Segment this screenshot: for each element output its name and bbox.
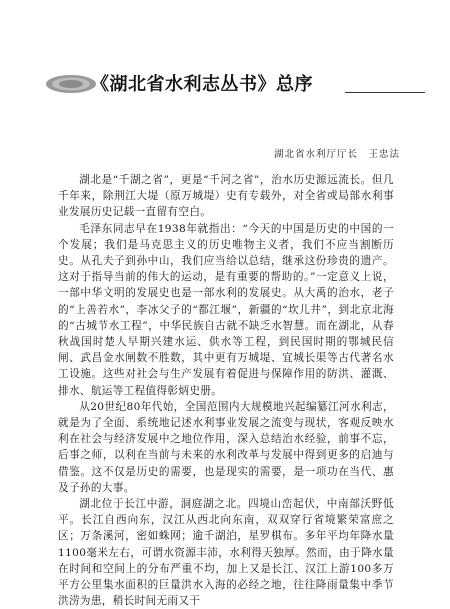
paragraph: 从20世纪80年代始，全国范围内大规模地兴起编纂江河水利志，就是为了全面、系统地记述水利事业发展之流变与现状，客观反映水利在社会与经济发展中之地位作用，深入总结治水经验，前事不忘，后事之师，以利在当前与未来的水利改革与发展中得到更多的启迪与借鉴。这不仅是历史的需要，也是现实的需要，是一项功在当代、惠及子孙的大事。 — [58, 400, 394, 494]
body-text — [58, 172, 394, 609]
paragraph: 湖北是“千湖之省”，更是“千河之省”，治水历史源远流长。但几千年来，除荆江大堤（原万城堤）史有专载外，对全省或局部水利事业发展历史记载一直留有空白。 — [58, 174, 394, 219]
paragraph: 毛泽东同志早在1938年就指出：“今天的中国是历史的中国的一个发展；我们是马克思主义的历史唯物主义者，我们不应当割断历史。从孔夫子到孙中山，我们应当给以总结，继承这份珍贵的遗产。这对于指导当前的伟大的运动，是有重要的帮助的。”一定意义上说，一部中华文明的发展史也是一部水利的发展史。从大禹的治水，老子的“上善若水”，李冰父子的“都江堰”，新疆的“坎儿井”，到北京北海的“古城节水工程”，中华民族自古就不缺乏水智慧。而在湖北，从春秋战国时楚人早期兴建水运、供水等工程，到民国时期的鄂城民信闸、武昌金水闸数不胜数，其中更有万城堤、宜城长渠等古代著名水工设施。这些对社会与生产发展有着促进与保障作用的防洪、灌溉、排水、航运等工程值得彰炳史册。 — [58, 222, 394, 397]
grey-ellipse-ornament-icon — [45, 74, 97, 94]
page-title: 《湖北省水利志丛书》总序 — [91, 74, 313, 95]
paragraph: 湖北位于长江中游，洞庭湖之北。四境山峦起伏，中南部沃野低平。长江自西向东，汉江从西北向东南，双双穿行省境繁荣富庶之区；万条溪河，密如蛛网；逾千湖泊，星罗棋布。多年平均年降水量1100毫米左右，可谓水资源丰沛，水利得天独厚。然而，由于降水量在时间和空间上的分布严重不均，加上又是长江、汉江上游100多万平方公里集水面积的巨量洪水入海的必经之地，往往降雨量集中季节洪涝为患，稍长时间无雨又干 — [58, 498, 394, 608]
chapter-header — [45, 64, 425, 104]
title-underline-rule — [345, 92, 425, 93]
author-attribution: 湖北省水利厅厅长 王忠法 — [273, 149, 400, 160]
